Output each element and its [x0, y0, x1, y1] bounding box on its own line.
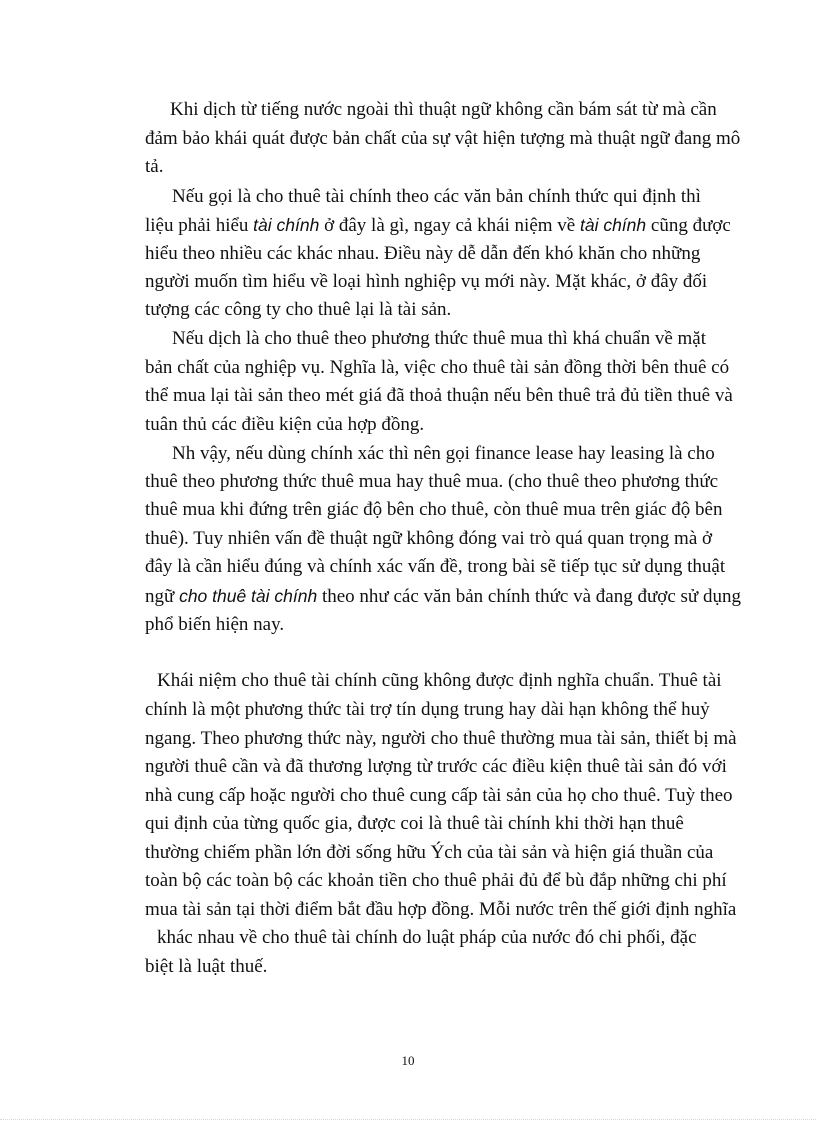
paragraph-5-line-7: thường chiếm phần lớn đời sống hữu Ých của tài sản và hiện giá thuần của — [145, 842, 714, 863]
paragraph-1-line-1: Khi dịch từ tiếng nước ngoài thì thuật ngữ không cần bám sát từ mà cần — [170, 99, 717, 120]
paragraph-2-line-3: hiểu theo nhiều các khác nhau. Điều này dễ dẫn đến khó khăn cho những — [145, 243, 701, 264]
paragraph-5-line-8: toàn bộ các toàn bộ các khoản tiền cho thuê phải đủ để bù đắp những chi phí — [145, 870, 727, 891]
paragraph-4-line-7: phổ biến hiện nay. — [145, 614, 285, 635]
paragraph-4-line-4: thuê). Tuy nhiên vấn đề thuật ngữ không đóng vai trò quá quan trọng mà ở — [145, 528, 713, 549]
paragraph-5-line-6: qui định của từng quốc gia, được coi là thuê tài chính khi thời hạn thuê — [145, 813, 684, 834]
paragraph-3-line-1: Nếu dịch là cho thuê theo phương thức thuê mua thì khá chuẩn về mặt — [172, 328, 706, 349]
paragraph-3-line-3: thể mua lại tài sản theo mét giá đã thoả thuận nếu bên thuê trả đủ tiền thuê và — [145, 385, 733, 406]
paragraph-2-line-1: Nếu gọi là cho thuê tài chính theo các văn bản chính thức qui định thì — [172, 186, 701, 207]
paragraph-4-line-2: thuê theo phương thức thuê mua hay thuê mua. (cho thuê theo phương thức — [145, 471, 719, 492]
paragraph-1-line-3: tả. — [145, 156, 164, 177]
page-number: 10 — [401, 1053, 415, 1068]
page-bottom-divider — [0, 1119, 816, 1120]
paragraph-5-line-2: chính là một phương thức tài trợ tín dụng trung hay dài hạn không thể huỷ — [145, 699, 710, 720]
paragraph-5-line-4: người thuê cần và đã thương lượng từ trước các điều kiện thuê tài sản đó với — [145, 756, 727, 777]
text-run: ngữ — [145, 586, 180, 607]
paragraph-5-line-10: khác nhau về cho thuê tài chính do luật pháp của nước đó chi phối, đặc — [157, 927, 697, 948]
paragraph-4-line-1: Nh vậy, nếu dùng chính xác thì nên gọi finance lease hay leasing là cho — [172, 443, 715, 464]
text-run: ở đây là gì, ngay cả khái niệm về — [319, 215, 580, 236]
text-run: theo như các văn bản chính thức và đang được sử dụng — [317, 586, 741, 607]
paragraph-4-line-5: đây là cần hiểu đúng và chính xác vấn đề, trong bài sẽ tiếp tục sử dụng thuật — [145, 556, 726, 577]
paragraph-3-line-2: bản chất của nghiệp vụ. Nghĩa là, việc cho thuê tài sản đồng thời bên thuê có — [145, 357, 730, 378]
paragraph-2-line-5: tượng các công ty cho thuê lại là tài sản. — [145, 299, 452, 320]
paragraph-5-line-3: ngang. Theo phương thức này, người cho thuê thường mua tài sản, thiết bị mà — [145, 728, 737, 749]
paragraph-3-line-4: tuân thủ các điều kiện của hợp đồng. — [145, 414, 425, 435]
paragraph-4-line-6 — [145, 584, 741, 609]
paragraph-5-line-5: nhà cung cấp hoặc người cho thuê cung cấp tài sản của họ cho thuê. Tuỳ theo — [145, 785, 733, 806]
paragraph-4-line-3: thuê mua khi đứng trên giác độ bên cho thuê, còn thuê mua trên giác độ bên — [145, 499, 723, 520]
paragraph-2-line-4: người muốn tìm hiểu về loại hình nghiệp vụ mới này. Mặt khác, ở đây đối — [145, 271, 708, 292]
paragraph-5-line-9: mua tài sản tại thời điểm bắt đầu hợp đồng. Mỗi nước trên thế giới định nghĩa — [145, 899, 737, 920]
italic-term: cho thuê tài chính — [179, 586, 318, 606]
paragraph-5-line-11: biệt là luật thuế. — [145, 956, 268, 977]
text-run: liệu phải hiểu — [145, 215, 254, 236]
italic-term: tài chính — [253, 215, 320, 235]
paragraph-1-line-2: đảm bảo khái quát được bản chất của sự vật hiện tượng mà thuật ngữ đang mô — [145, 128, 741, 149]
paragraph-2-line-2 — [145, 213, 731, 238]
text-run: cũng được — [646, 215, 731, 236]
italic-term: tài chính — [579, 215, 647, 235]
paragraph-5-line-1: Khái niệm cho thuê tài chính cũng không được định nghĩa chuẩn. Thuê tài — [157, 670, 722, 691]
